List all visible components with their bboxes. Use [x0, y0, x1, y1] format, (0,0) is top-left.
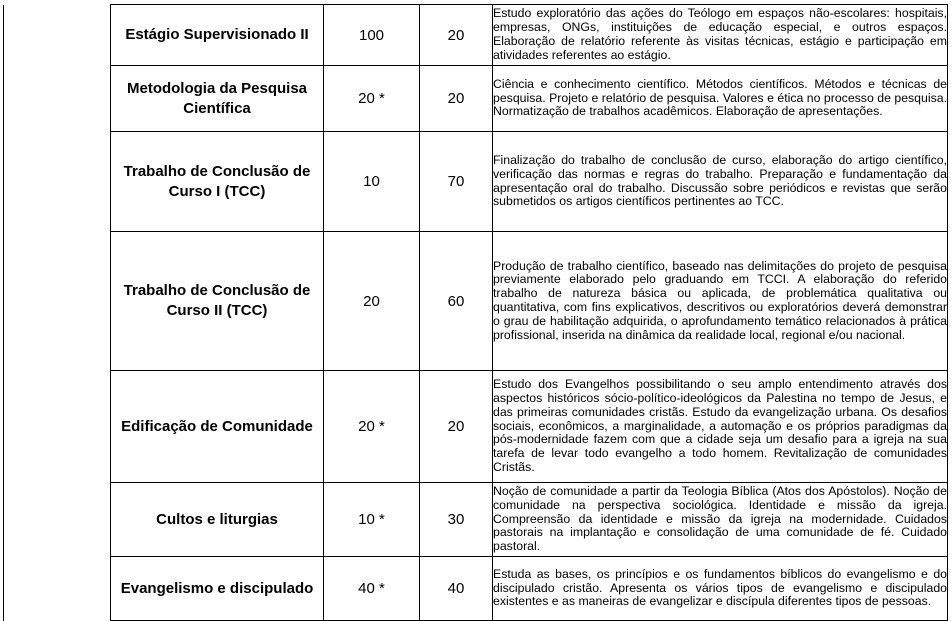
hours-second: 20	[420, 371, 493, 483]
table-row	[4, 483, 948, 557]
table-row	[4, 232, 948, 371]
hours-second: 40	[420, 557, 493, 621]
blank-margin-cell	[4, 132, 111, 232]
blank-margin-cell	[4, 232, 111, 371]
discipline-description: Finalização do trabalho de conclusão de curso, elaboração do artigo científico, verificação das normas e regras do trabalho. Preparação e fundamentação da apresentação oral do trabalho. Discussão sobre periódicos e revistas que serão submetidos os artigos científicos pertinentes ao TCC.	[493, 132, 948, 232]
hours-second: 20	[420, 66, 493, 132]
table-row	[4, 66, 948, 132]
table-row	[4, 5, 948, 66]
discipline-description: Noção de comunidade a partir da Teologia Bíblica (Atos dos Apóstolos). Noção de comunidade na perspectiva sociológica. Identidade e missão da igreja. Compreensão da identidade e missão da igreja na modernidade. Cuidados pastorais na implantação e consolidação de uma comunidade de fé. Cuidado pastoral.	[493, 483, 948, 557]
discipline-name: Cultos e liturgias	[111, 483, 324, 557]
hours-total: 20 *	[324, 371, 420, 483]
blank-margin-cell	[4, 483, 111, 557]
hours-second: 20	[420, 5, 493, 66]
discipline-description: Estudo dos Evangelhos possibilitando o seu amplo entendimento através dos aspectos históricos sócio-político-ideológicos da Palestina no tempo de Jesus, e das primeiras comunidades cristãs. Estudo da evangelização urbana. Os desafios sociais, econômicos, a marginalidade, a automação e os próprios paradigmas da pós-modernidade fazem com que a cidade seja um desafio para a igreja na sua tarefa de levar todo evangelho a todo homem. Revitalização de comunidades Cristãs.	[493, 371, 948, 483]
hours-total: 40 *	[324, 557, 420, 621]
hours-total: 20 *	[324, 66, 420, 132]
discipline-name: Estágio Supervisionado II	[111, 5, 324, 66]
discipline-description: Estudo exploratório das ações do Teólogo em espaços não-escolares: hospitais, empresas, ONGs, instituições de educação especial, e outros espaços. Elaboração de relatório referente às visitas técnicas, estágio e participação em atividades referentes ao estágio.	[493, 5, 948, 66]
hours-second: 30	[420, 483, 493, 557]
hours-total: 10 *	[324, 483, 420, 557]
hours-second: 70	[420, 132, 493, 232]
table-row	[4, 371, 948, 483]
hours-total: 10	[324, 132, 420, 232]
hours-total: 20	[324, 232, 420, 371]
hours-total: 100	[324, 5, 420, 66]
hours-second: 60	[420, 232, 493, 371]
discipline-name: Edificação de Comunidade	[111, 371, 324, 483]
discipline-name: Trabalho de Conclusão de Curso I (TCC)	[111, 132, 324, 232]
table-row	[4, 132, 948, 232]
blank-margin-cell	[4, 557, 111, 621]
blank-margin-cell	[4, 66, 111, 132]
discipline-description: Ciência e conhecimento científico. Métodos científicos. Métodos e técnicas de pesquisa. Projeto e relatório de pesquisa. Valores e ética no processo de pesquisa. Normatização de trabalhos acadêmicos. Elaboração de apresentações.	[493, 66, 948, 132]
blank-margin-cell	[4, 5, 111, 66]
table-row	[4, 557, 948, 621]
blank-margin-cell	[4, 371, 111, 483]
curriculum-table	[3, 4, 948, 621]
discipline-description: Estuda as bases, os princípios e os fundamentos bíblicos do evangelismo e do discipulado cristão. Apresenta os vários tipos de evangelismo e discipulado existentes e as maneiras de evangelizar e discípula diferentes tipos de pessoas.	[493, 557, 948, 621]
discipline-name: Evangelismo e discipulado	[111, 557, 324, 621]
discipline-name: Metodologia da Pesquisa Científica	[111, 66, 324, 132]
discipline-name: Trabalho de Conclusão de Curso II (TCC)	[111, 232, 324, 371]
discipline-description: Produção de trabalho científico, baseado nas delimitações do projeto de pesquisa previamente elaborado pelo graduando em TCCI. A elaboração do referido trabalho de natureza básica ou aplicada, de problemática qualitativa ou quantitativa, com fins explicativos, descritivos ou exploratórios deverá demonstrar o grau de habilitação adquirida, o aprofundamento temático relacionados à prática profissional, inserida na dinâmica da realidade local, regional e/ou nacional.	[493, 232, 948, 371]
curriculum-table-body	[4, 5, 948, 621]
